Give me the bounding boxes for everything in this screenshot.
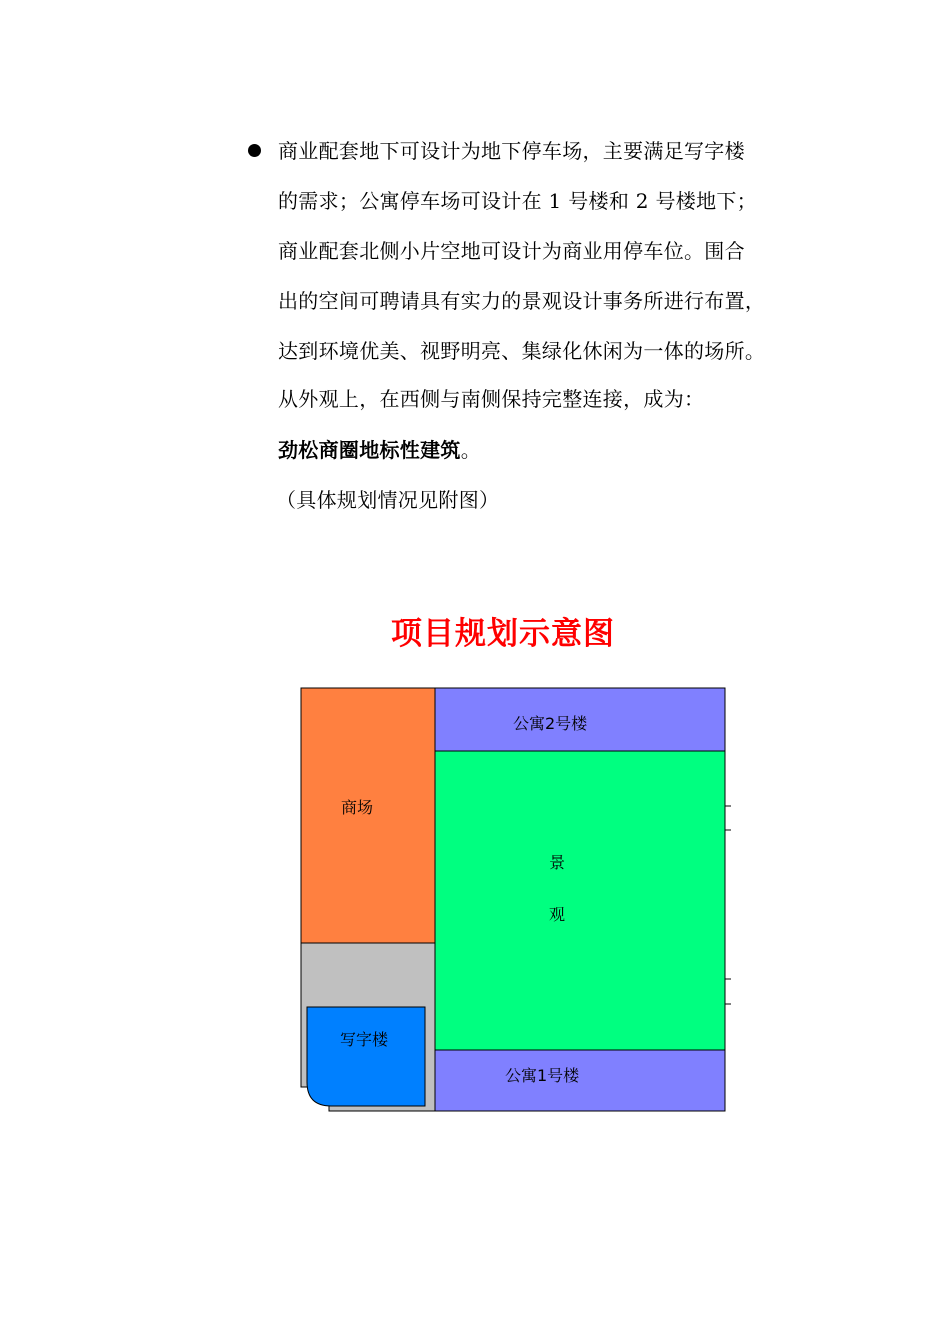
- diagram-title: 项目规划示意图: [391, 616, 615, 652]
- landmark-suffix: 。: [460, 438, 482, 462]
- mall-label: 商场: [341, 798, 374, 817]
- landscape-block: [435, 751, 725, 1050]
- figure-note: （具体规划情况见附图）: [276, 488, 500, 512]
- apartment1-label: 公寓1号楼: [505, 1066, 580, 1085]
- paragraph-line-5: 达到环境优美、视野明亮、集绿化休闲为一体的场所。: [278, 339, 766, 363]
- paragraph-line-2: 的需求；公寓停车场可设计在 1 号楼和 2 号楼地下；: [278, 189, 757, 213]
- paragraph-line-4: 出的空间可聘请具有实力的景观设计事务所进行布置，: [278, 289, 766, 313]
- paragraph-line-3: 商业配套北侧小片空地可设计为商业用停车位。围合: [278, 239, 745, 263]
- apartment2-label: 公寓2号楼: [513, 714, 588, 733]
- apartment1-block: [435, 1050, 725, 1111]
- office-label: 写字楼: [340, 1030, 389, 1049]
- landscape-label-2: 观: [549, 905, 566, 924]
- office-block: [307, 1007, 425, 1106]
- landscape-label-1: 景: [549, 853, 566, 872]
- paragraph-line-1: 商业配套地下可设计为地下停车场，主要满足写字楼: [278, 139, 745, 163]
- landmark-text: 劲松商圈地标性建筑: [278, 438, 461, 462]
- paragraph-line-6: 从外观上，在西侧与南侧保持完整连接，成为：: [278, 387, 705, 411]
